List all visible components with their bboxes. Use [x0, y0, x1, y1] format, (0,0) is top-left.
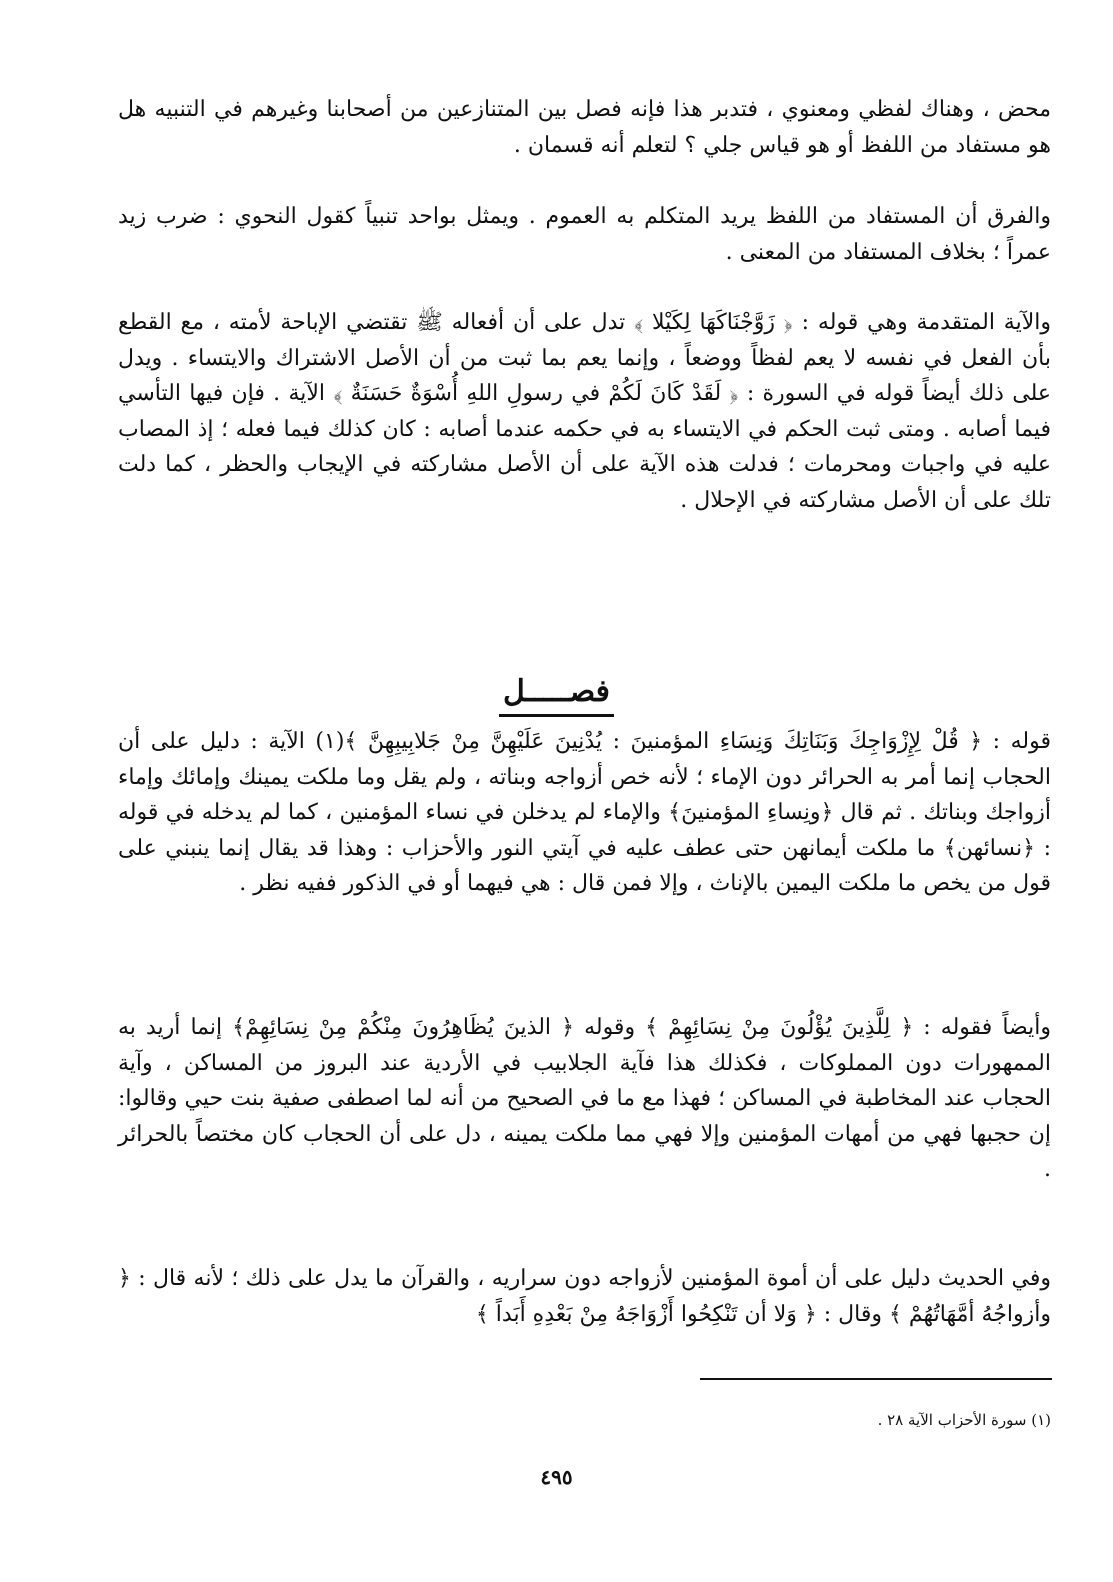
paragraph-1: محض ، وهناك لفظي ومعنوي ، فتدبر هذا فإنه فصل بين المتنازعين من أصحابنا وغيرهم في التنبيه هل هو مستفاد من اللفظ أو هو قياس جلي ؟ لتعلم أنه قسمان .: [118, 97, 1051, 158]
paragraph-3: والآية المتقدمة وهي قوله : ﴿ زَوَّجْنَاكَهَا لِكَيْلا ﴾ تدل على أن أفعاله ﷺ تقتضي الإباحة لأمته ، مع القطع بأن الفعل في نفسه لا يعم لفظاً ووضعاً ، وإنما يعم بما ثبت من أن الأصل الاشتراك والايتساء . ويدل على ذلك أيضاً قوله في السورة : ﴿ لَقَدْ كَانَ لَكُمْ في رسولِ اللهِ أُسْوَةٌ حَسَنَةٌ ﴾ الآية . فإن فيها التأسي فيما أصابه . ومتى ثبت الحكم في الايتساء به في حكمه عندما أصابه : كان كذلك فيما فعله ؛ إذ المصاب عليه في واجبات ومحرمات ؛ فدلت هذه الآية على أن الأصل مشاركته في الإيجاب والحظر ، كما دلت تلك على أن الأصل مشاركته في الإحلال .: [118, 310, 1051, 513]
paragraph-2: والفرق أن المستفاد من اللفظ يريد المتكلم به العموم . ويمثل بواحد تنبياً كقول النحوي : ضرب زيد عمراً ؛ بخلاف المستفاد من المعنى .: [118, 204, 1051, 265]
footnote: (١) سورة الأحزاب الآية ٢٨ .: [877, 1411, 1051, 1429]
paragraph-4: قوله : ﴿ قُلْ لِإِزْوَاجِكَ وَبَنَاتِكَ وَنِسَاءِ المؤمنينَ : يُدْنِينَ عَلَيْهِنَّ مِنْ جَلابِيبِهِنَّ ﴾(١) الآية : دليل على أن الحجاب إنما أمر به الحرائر دون الإماء ؛ لأنه خص أزواجه وبناته ، ولم يقل وما ملكت يمينك وإمائك وإماء أزواجك وبناتك . ثم قال ﴿ونِساءِ المؤمنينَ﴾ والإماء لم يدخلن في نساء المؤمنين ، كما لم يدخله في قوله : ﴿نسائهن﴾ ما ملكت أيمانهن حتى عطف عليه في آيتي النور والأحزاب : وهذا قد يقال إنما ينبني على قول من يخص ما ملكت اليمين بالإناث ، وإلا فمن قال : هي فيهما أو في الذكور ففيه نظر .: [118, 729, 1051, 896]
page-number: ٤٩٥: [540, 1465, 573, 1489]
paragraph-6: وفي الحديث دليل على أن أموة المؤمنين لأزواجه دون سراريه ، والقرآن ما يدل على ذلك ؛ لأنه قال : ﴿ وأزواجُهُ أمَّهَاتُهُمْ ﴾ وقال : ﴿ وَلا أن تَنْكِحُوا أَزْوَاجَهُ مِنْ بَعْدِهِ أَبَداً ﴾: [118, 1266, 1051, 1327]
paragraph-5: وأيضاً فقوله : ﴿ لِلَّذِينَ يُؤْلُونَ مِنْ نِسَائِهِمْ ﴾ وقوله ﴿ الذينَ يُظَاهِرُونَ مِنْكُمْ مِنْ نِسَائِهِمْ﴾ إنما أريد به الممهورات دون المملوكات ، فكذلك هذا فآية الجلابيب في الأردية عند البروز من المساكن ، وآية الحجاب عند المخاطبة في المساكن ؛ فهذا مع ما في الصحيح من أنه لما اصطفى صفية بنت حيي وقالوا: إن حجبها فهي من أمهات المؤمنين وإلا فهي مما ملكت يمينه ، دل على أن الحجاب كان مختصاً بالحرائر .: [118, 1015, 1051, 1182]
section-heading-text: فصـــــل: [499, 672, 614, 717]
footnote-divider: [700, 1378, 1052, 1380]
section-heading: [0, 672, 1113, 717]
